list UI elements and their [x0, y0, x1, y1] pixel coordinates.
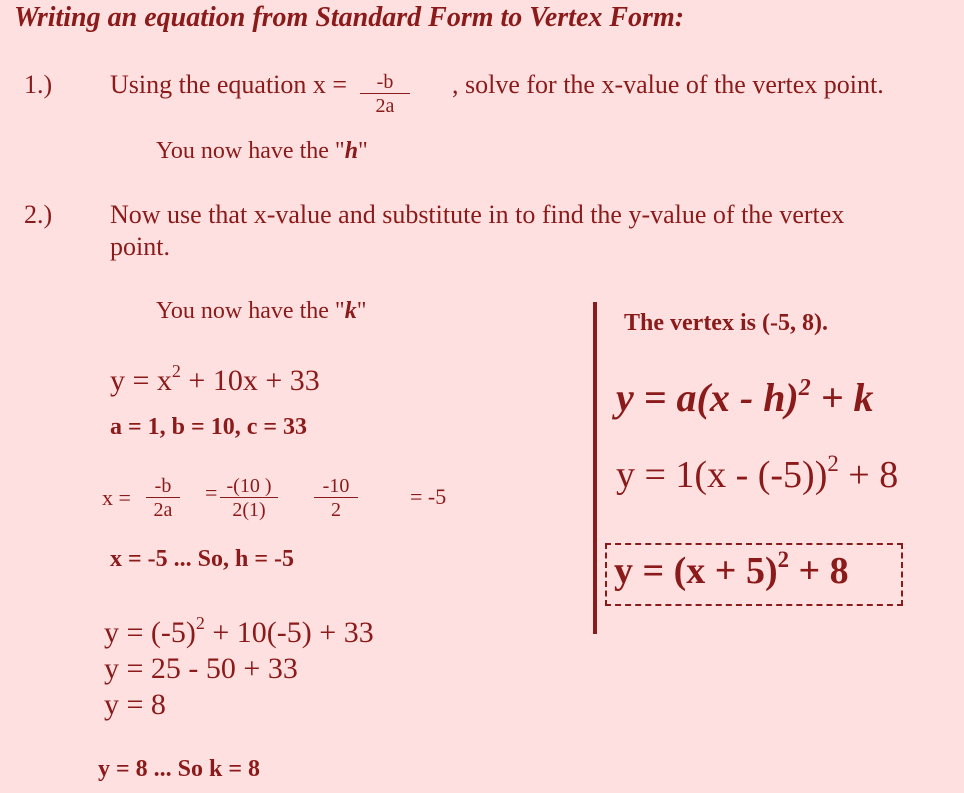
step-1-result: You now have the "h" [156, 138, 368, 164]
final-vertex-form: $y = (x + 5)^2 + 8$ [614, 547, 849, 592]
substitution-line-3: y = 8 [104, 688, 166, 721]
vertex-statement: The vertex is (-5, 8). [624, 310, 828, 336]
fraction-2 [220, 476, 278, 523]
fraction-denominator: 2a [375, 95, 395, 117]
y-conclusion: y = 8 ... So k = 8 [98, 756, 261, 782]
page-title: Writing an equation from Standard Form to Vertex Form: [14, 2, 685, 33]
fraction-1-numerator: -b [146, 476, 180, 498]
fraction-numerator: -b [360, 72, 410, 94]
coefficients: a = 1, b = 10, c = 33 [110, 414, 308, 440]
vertex-form-substituted: y = 1(x - (-5))$^2$ + 8 [616, 451, 899, 496]
vertex-formula-fraction [360, 72, 410, 119]
fraction-3-numerator: -10 [314, 476, 358, 498]
fraction-3 [314, 476, 358, 523]
vertex-form-general: y = a(x - h)$^2$ + k [616, 374, 874, 420]
x-label: x = [102, 485, 131, 510]
x-result: = -5 [410, 484, 447, 509]
step-2-text-line-1: Now use that x-value and substitute in to find the y-value of the vertex [110, 200, 845, 229]
divider-line [593, 302, 597, 634]
step-2-result: You now have the "k" [156, 298, 367, 324]
fraction-3-denominator: 2 [331, 499, 341, 521]
step-1-text-start: Using the equation x = [110, 70, 348, 99]
fraction-2-denominator: 2(1) [232, 499, 266, 521]
x-conclusion: x = -5 ... So, h = -5 [110, 546, 295, 572]
substitution-line-2: y = 25 - 50 + 33 [104, 652, 298, 685]
fraction-1-denominator: 2a [153, 499, 173, 521]
step-1-text-end: , solve for the x-value of the vertex point. [452, 70, 884, 99]
step-2-number: 2.) [24, 200, 53, 229]
fraction-2-numerator: -(10 ) [220, 476, 278, 498]
standard-form-equation: $y = x^2 + 10x + 33$ [110, 361, 320, 397]
step-2-text-line-2: point. [110, 232, 170, 261]
equals-sign: = [205, 480, 218, 505]
substitution-line-1: $y = (-5)^2 + 10(-5) + 33$ [104, 613, 374, 649]
step-1-number: 1.) [24, 70, 53, 99]
fraction-1 [146, 476, 180, 523]
